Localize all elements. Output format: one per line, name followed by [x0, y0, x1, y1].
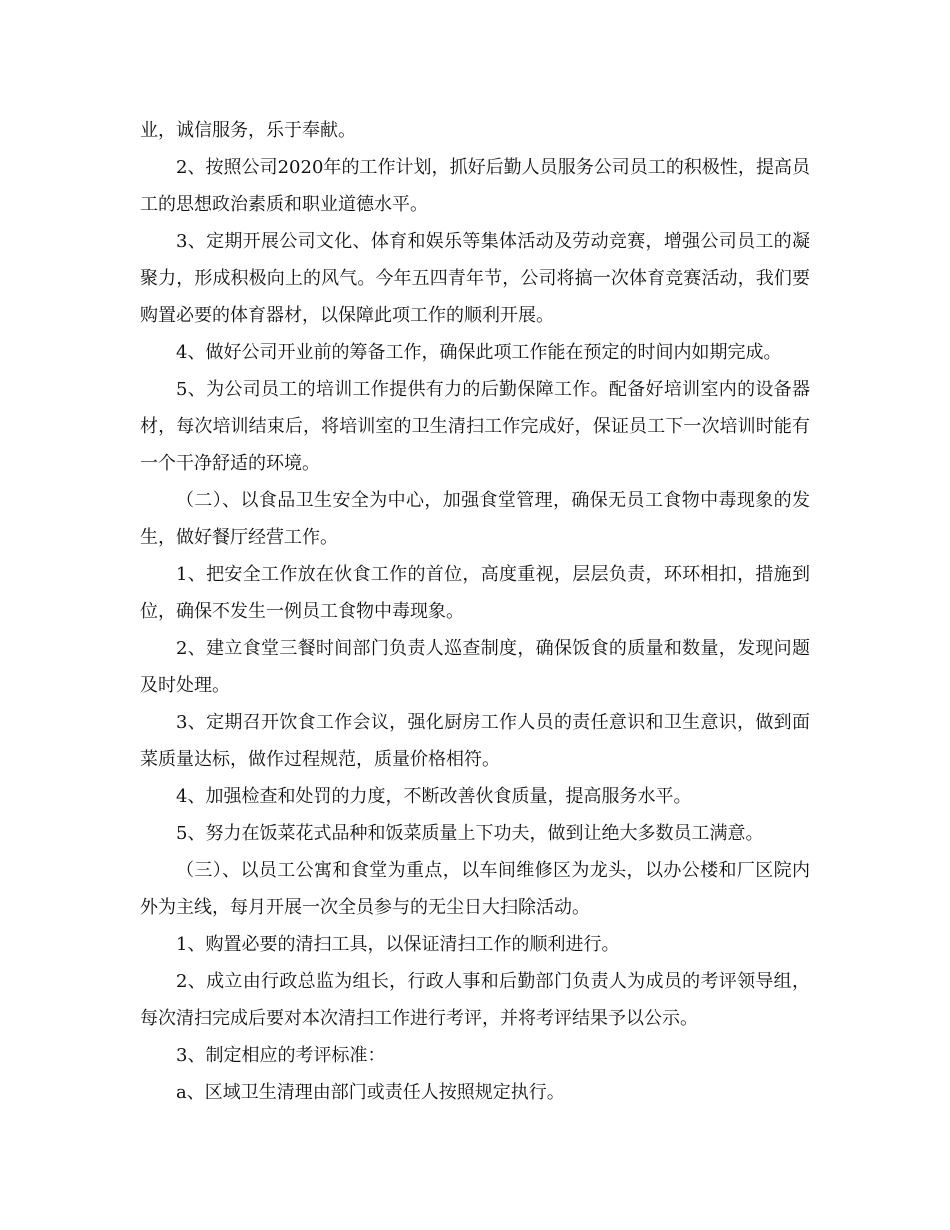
- document-body: [140, 112, 810, 1111]
- paragraph: 5、努力在饭菜花式品种和饭菜质量上下功夫，做到让绝大多数员工满意。: [176, 823, 764, 844]
- paragraph: a、区域卫生清理由部门或责任人按照规定执行。: [176, 1082, 565, 1103]
- paragraph: 4、加强检查和处罚的力度，不断改善伙食质量，提高服务水平。: [176, 786, 692, 807]
- paragraph: 2、成立由行政总监为组长，行政人事和后勤部门负责人为成员的考评领导组，每次清扫完成后要对本次清扫工作进行考评，并将考评结果予以公示。: [140, 971, 810, 1029]
- paragraph: 1、把安全工作放在伙食工作的首位，高度重视，层层负责，环环相扣，措施到位，确保不发生一例员工食物中毒现象。: [140, 564, 810, 622]
- paragraph: 3、定期召开饮食工作会议，强化厨房工作人员的责任意识和卫生意识，做到面菜质量达标，做作过程规范，质量价格相符。: [140, 712, 810, 770]
- paragraph: 4、做好公司开业前的筹备工作，确保此项工作能在预定的时间内如期完成。: [176, 342, 782, 363]
- paragraph: 5、为公司员工的培训工作提供有力的后勤保障工作。配备好培训室内的设备器材，每次培训结束后，将培训室的卫生清扫工作完成好，保证员工下一次培训时能有一个干净舒适的环境。: [140, 379, 810, 474]
- paragraph: 1、购置必要的清扫工具，以保证清扫工作的顺利进行。: [176, 934, 620, 955]
- section-heading: （二）、以食品卫生安全为中心，加强食堂管理，确保无员工食物中毒现象的发生，做好餐厅经营工作。: [140, 490, 810, 548]
- paragraph: 3、制定相应的考评标准：: [176, 1045, 386, 1066]
- paragraph: 2、按照公司2020年的工作计划，抓好后勤人员服务公司员工的积极性，提高员工的思想政治素质和职业道德水平。: [140, 157, 810, 215]
- section-heading: （三）、以员工公寓和食堂为重点，以车间维修区为龙头，以办公楼和厂区院内外为主线，每月开展一次全员参与的无尘日大扫除活动。: [140, 860, 810, 918]
- paragraph: 3、定期开展公司文化、体育和娱乐等集体活动及劳动竞赛，增强公司员工的凝聚力，形成积极向上的风气。今年五四青年节，公司将搞一次体育竞赛活动，我们要购置必要的体育器材，以保障此项工作的顺利开展。: [140, 231, 810, 326]
- paragraph: 2、建立食堂三餐时间部门负责人巡查制度，确保饭食的质量和数量，发现问题及时处理。: [140, 638, 810, 696]
- paragraph: 业，诚信服务，乐于奉献。: [140, 120, 356, 141]
